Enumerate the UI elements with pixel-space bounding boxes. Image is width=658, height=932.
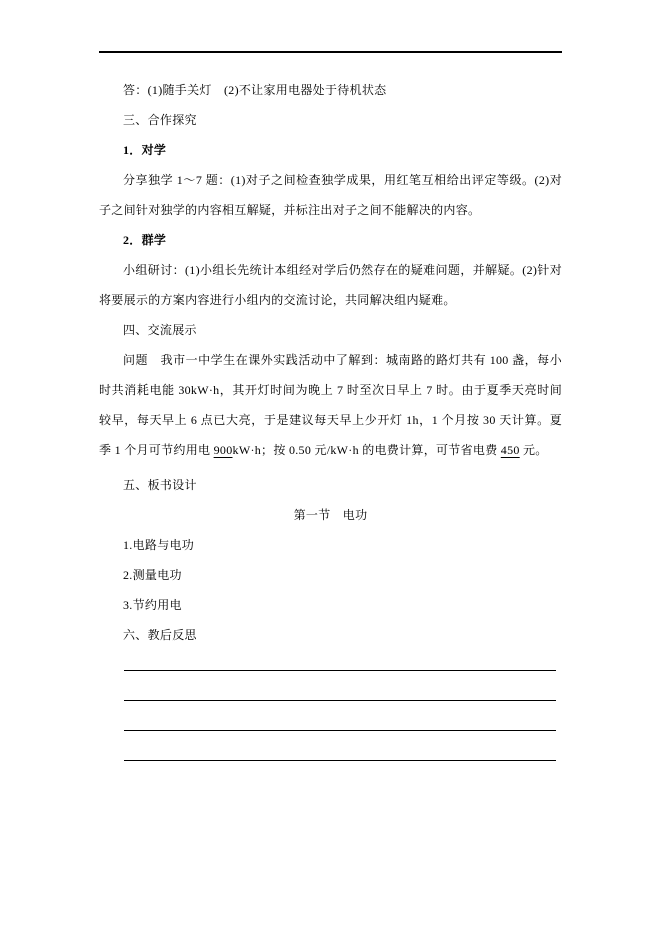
paragraph-group-study: 小组研讨：(1)小组长先统计本组经对学后仍然存在的疑难问题，并解疑。(2)针对将要展示的方案内容进行小组内的交流讨论，共同解决组内疑难。 [99, 263, 562, 307]
subheading-pair-study: 1．对学 [123, 143, 167, 157]
problem-text-part3: 元。 [519, 443, 548, 457]
reflection-blank-line [99, 650, 562, 680]
paragraph-problem [99, 345, 562, 465]
document-content [99, 75, 562, 770]
answer-line: 答：(1)随手关灯 (2)不让家用电器处于待机状态 [123, 83, 387, 97]
board-item-2: 2.测量电功 [123, 568, 182, 582]
paragraph-pair-study: 分享独学 1～7 题：(1)对子之间检查独学成果，用红笔互相给出评定等级。(2)对子之间针对独学的内容相互解疑，并标注出对子之间不能解决的内容。 [99, 173, 562, 217]
underlined-energy-value: 900 [213, 443, 233, 457]
problem-text-part2: kW·h；按 0.50 元/kW·h 的电费计算，可节省电费 [232, 443, 501, 457]
subheading-group-study: 2．群学 [123, 233, 167, 247]
board-item-1: 1.电路与电功 [123, 538, 195, 552]
reflection-blank-line [99, 710, 562, 740]
underlined-cost-value: 450 [500, 443, 520, 457]
blank-line-rule [124, 760, 556, 761]
page-header-rule [99, 51, 562, 53]
section-heading-exchange-display: 四、交流展示 [123, 323, 197, 337]
problem-text-part1: 问题 我市一中学生在课外实践活动中了解到：城南路的路灯共有 100 盏，每小时共消耗电能 30kW·h，其开灯时间为晚上 7 时至次日早上 7 时。由于夏季天亮时间较早，每天早上 6 点已大亮，于是建议每天早上少开灯 1h，1 个月按 30 天计算。夏季 1 个月可节约用电 [99, 353, 562, 457]
blank-line-rule [124, 670, 556, 671]
board-item-3: 3.节约用电 [123, 598, 182, 612]
reflection-blank-line [99, 680, 562, 710]
blank-line-rule [124, 730, 556, 731]
reflection-blank-line [99, 740, 562, 770]
section-heading-board-design: 五、板书设计 [123, 478, 197, 492]
section-heading-teaching-reflection: 六、教后反思 [123, 628, 197, 642]
board-title: 第一节 电功 [293, 508, 368, 522]
blank-line-rule [124, 700, 556, 701]
section-heading-cooperative-inquiry: 三、合作探究 [123, 113, 197, 127]
